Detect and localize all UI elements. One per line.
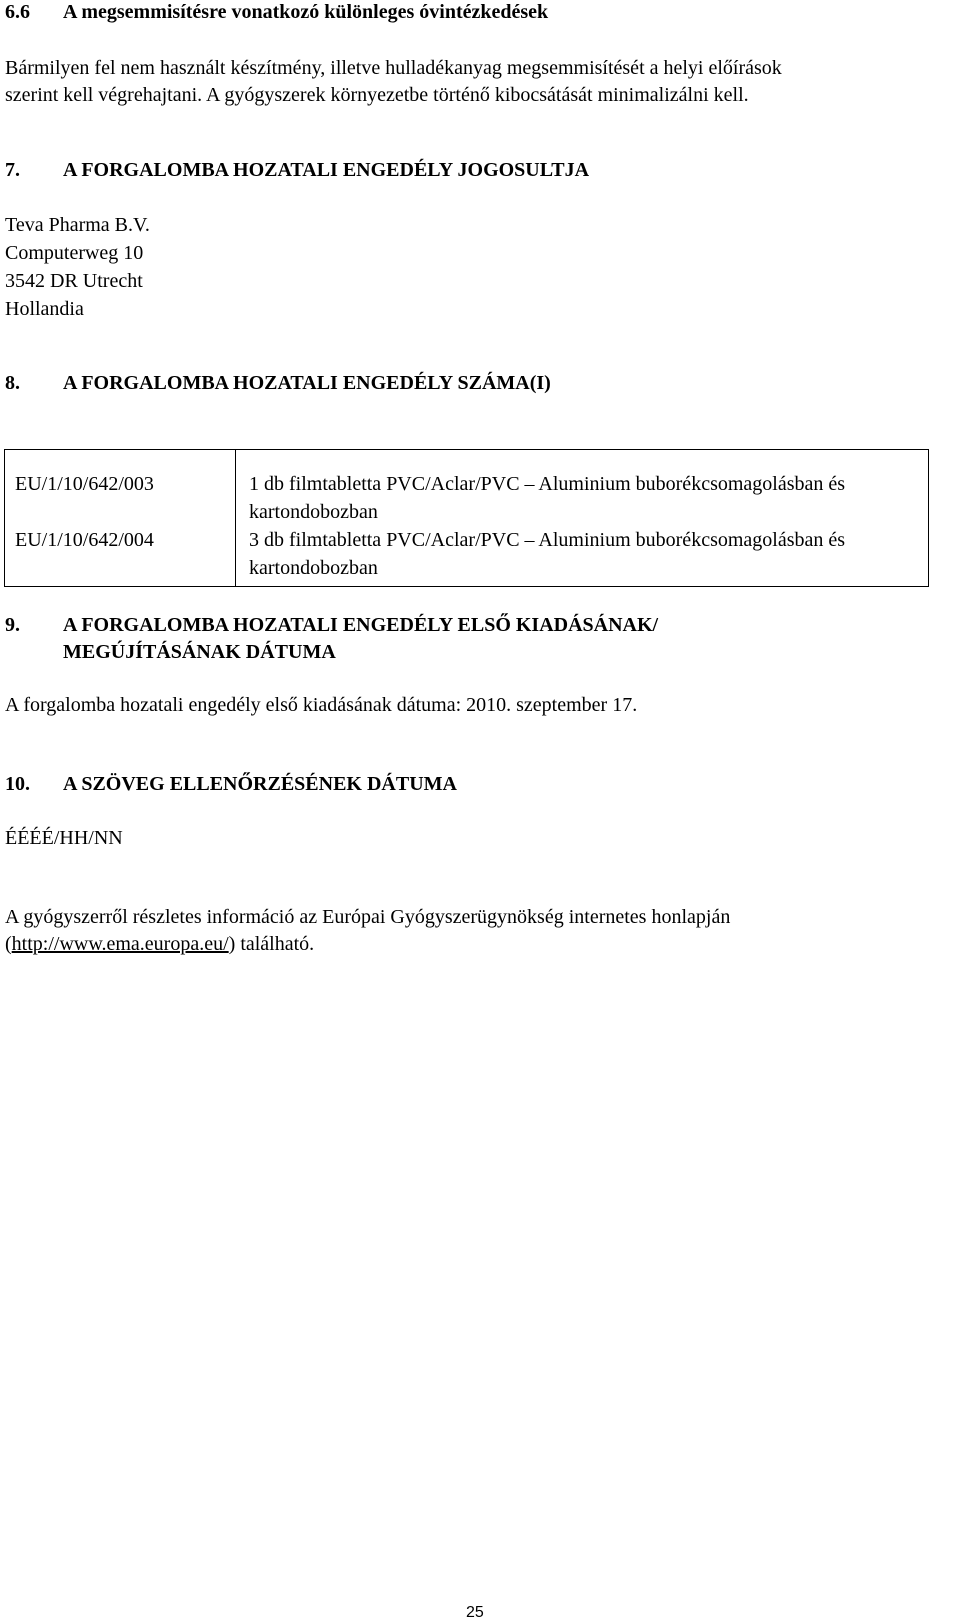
address-line: Computerweg 10 [5,242,144,264]
section-title: A FORGALOMBA HOZATALI ENGEDÉLY SZÁMA(I) [63,372,551,394]
holder-address [5,211,150,323]
authorisation-description [236,450,929,527]
info-paragraph [5,904,730,958]
ema-website-link[interactable]: http://www.ema.europa.eu/ [11,933,229,955]
section-9-heading [5,612,658,666]
info-line: A gyógyszerről részletes információ az Európai Gyógyszerügynökség internetes honlapján [5,906,731,928]
paren-open: ( [5,933,12,955]
body-line: Bármilyen fel nem használt készítmény, illetve hulladékanyag megsemmisítését a helyi előírások [5,57,782,79]
description-line: kartondobozban [249,501,378,523]
section-7-heading [5,157,589,184]
address-line: 3542 DR Utrecht [5,270,143,292]
description-line: 3 db filmtabletta PVC/Aclar/PVC – Aluminium buborékcsomagolásban és [249,529,846,551]
address-line: Teva Pharma B.V. [5,214,150,236]
title-line: A FORGALOMBA HOZATALI ENGEDÉLY ELSŐ KIADÁSÁNAK/ [63,614,659,636]
page-number: 25 [466,1604,484,1621]
section-9-body: A forgalomba hozatali engedély első kiadásának dátuma: 2010. szeptember 17. [5,694,638,716]
title-line: MEGÚJÍTÁSÁNAK DÁTUMA [63,641,336,663]
section-number: 7. [5,159,20,181]
section-title [63,612,658,666]
section-number: 10. [5,773,30,795]
section-10-heading [5,771,457,798]
section-6-6-body [5,55,782,109]
description-line: kartondobozban [249,557,378,579]
authorisation-table [4,449,929,587]
authorisation-code: EU/1/10/642/004 [5,526,236,587]
authorisation-description [236,526,929,587]
section-6-6-heading [5,0,548,26]
section-title: A SZÖVEG ELLENŐRZÉSÉNEK DÁTUMA [63,773,457,795]
authorisation-code: EU/1/10/642/003 [5,450,236,527]
description-line: 1 db filmtabletta PVC/Aclar/PVC – Aluminium buborékcsomagolásban és [249,473,846,495]
section-number: 9. [5,614,20,636]
section-number: 8. [5,372,20,394]
section-title: A megsemmisítésre vonatkozó különleges óvintézkedések [63,1,549,23]
address-line: Hollandia [5,298,84,320]
body-line: szerint kell végrehajtani. A gyógyszerek környezetbe történő kibocsátását minimalizálni kell. [5,84,749,106]
section-number: 6.6 [5,1,30,23]
section-title: A FORGALOMBA HOZATALI ENGEDÉLY JOGOSULTJA [63,159,590,181]
info-line [5,931,730,958]
table-row [5,526,929,587]
section-10-body: ÉÉÉÉ/HH/NN [5,827,123,849]
info-line-rest: ) található. [228,933,315,955]
table-row [5,450,929,527]
section-8-heading [5,370,551,397]
